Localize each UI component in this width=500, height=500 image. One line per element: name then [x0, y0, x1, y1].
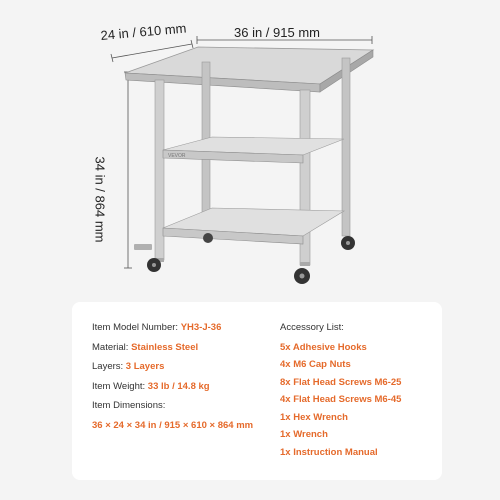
width-dimension-label: 36 in / 915 mm: [234, 25, 320, 40]
model-spec: [92, 322, 292, 334]
accessory-item: 4x Flat Head Screws M6-45: [280, 394, 402, 406]
dimensions-spec: [92, 400, 292, 412]
accessory-item: 4x M6 Cap Nuts: [280, 359, 351, 371]
accessory-list-title: Accessory List:: [280, 322, 344, 333]
model-label: Item Model Number:: [92, 322, 181, 333]
leg-front-left: [155, 80, 164, 260]
material-spec: [92, 342, 292, 354]
spec-card: [72, 302, 442, 480]
weight-spec: [92, 381, 292, 393]
material-value: Stainless Steel: [131, 341, 199, 353]
layers-spec: [92, 361, 292, 373]
height-dimension-text: 34 in / 864 mm: [92, 156, 108, 243]
accessory-item: 1x Wrench: [280, 429, 328, 441]
depth-dimension-label: 24 in / 610 mm: [100, 20, 187, 43]
weight-label: Item Weight:: [92, 380, 148, 392]
caster-back-left: [203, 233, 213, 243]
caster-front-right: [294, 262, 310, 284]
accessory-item: 5x Adhesive Hooks: [280, 341, 367, 353]
material-label: Material:: [92, 341, 132, 353]
brand-logo: VEVOR: [168, 153, 186, 159]
leg-back-right: [342, 58, 350, 236]
accessories-column: [280, 322, 440, 465]
weight-value: 33 lb / 14.8 kg: [147, 380, 210, 392]
specs-column: [92, 322, 292, 431]
accessory-item: 1x Hex Wrench: [280, 411, 348, 423]
model-value: YH3-J-36: [180, 322, 222, 333]
accessory-item: 1x Instruction Manual: [280, 447, 378, 459]
layers-value: 3 Layers: [125, 361, 165, 372]
caster-back-right: [341, 236, 355, 250]
accessory-item: 8x Flat Head Screws M6-25: [280, 376, 402, 388]
dimensions-value: 36 × 24 × 34 in / 915 × 610 × 864 mm: [92, 420, 254, 431]
dimensions-label: Item Dimensions:: [92, 400, 166, 411]
layers-label: Layers:: [92, 361, 126, 372]
